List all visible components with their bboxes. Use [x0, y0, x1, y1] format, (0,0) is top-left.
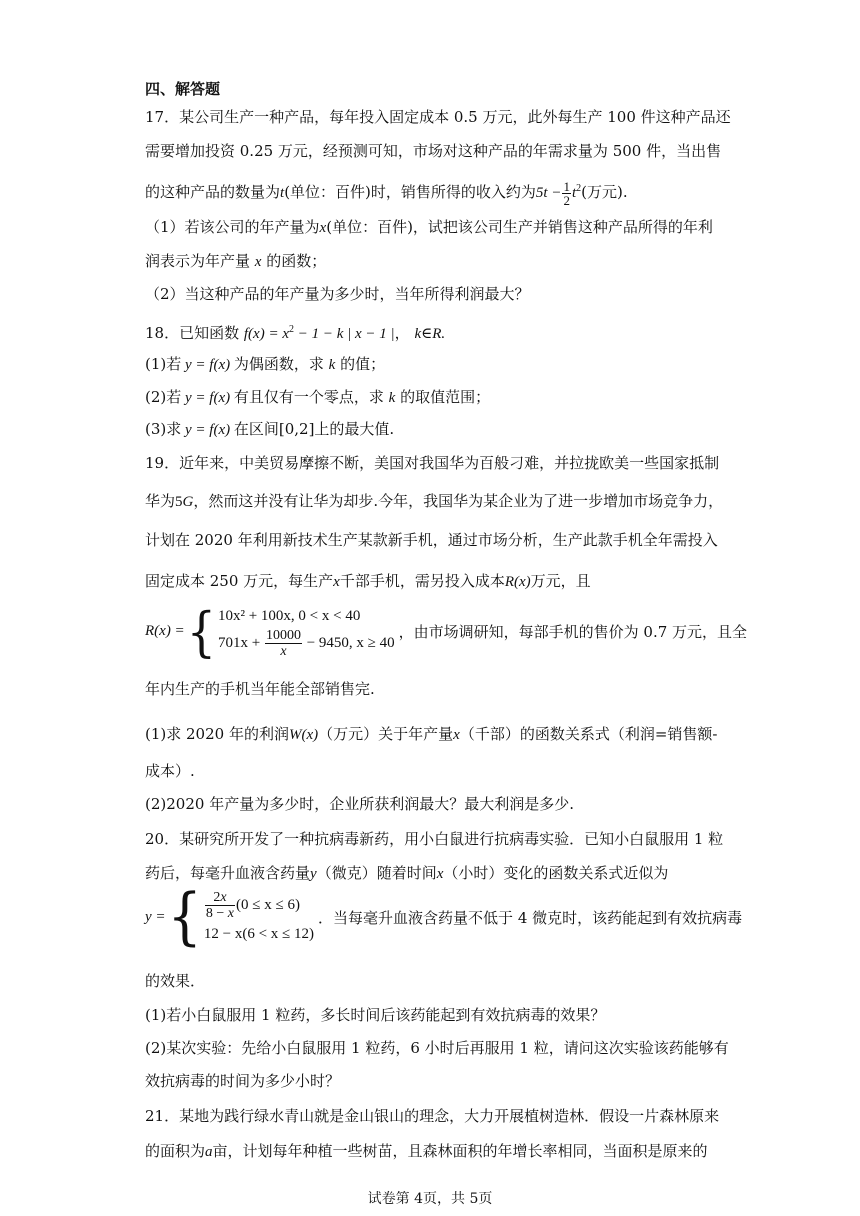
q19-part-1-cont: 成本）. [145, 762, 195, 780]
var-x: x [436, 866, 444, 882]
var-t: t [280, 185, 285, 201]
y-eq-fx: y = f(x) [181, 357, 234, 373]
var-k: k [328, 357, 336, 373]
text: 701x + [217, 634, 261, 651]
var-k: k [388, 390, 396, 406]
section-title: 四、解答题 [145, 80, 221, 98]
text: (2)若 [145, 388, 182, 406]
q17-part-1-cont [145, 250, 326, 273]
text: (单位：百件)时，销售所得的收入约为 [284, 183, 536, 201]
cases [204, 888, 314, 946]
text: (1)若 [145, 355, 182, 373]
text: (1)求 2020 年的利润 [145, 725, 289, 743]
cases [218, 604, 395, 659]
text: （1）若该公司的年产量为 [145, 218, 320, 236]
text: 的这种产品的数量为 [145, 183, 281, 201]
q19-line-3: 计划在 2020 年利用新技术生产某款新手机，通过市场分析，生产此款手机全年需投入 [145, 531, 718, 549]
text: （微克）随着时间 [316, 864, 437, 882]
text: 为偶函数，求 [233, 355, 324, 373]
text: ，由市场调研知，每部手机的售价为 0.7 万元，且全 [398, 623, 748, 641]
case-1 [204, 888, 314, 922]
formula-revenue: 5t − $\frac{1}{2}$ $t^2$ [535, 179, 582, 209]
text: (3)求 [145, 420, 182, 438]
text: 的函数； [266, 252, 327, 270]
q21-line-1: 21．某地为践行绿水青山就是金山银山的理念，大力开展植树造林．假设一片森林原来 [145, 1107, 720, 1125]
q18-line-1 [145, 319, 445, 345]
q17-part-2: （2）当这种产品的年产量为多少时，当年所得利润最大？ [145, 285, 530, 303]
q21-line-2 [145, 1140, 708, 1163]
text: （万元）关于年产量 [318, 725, 454, 743]
case-2 [218, 628, 395, 659]
fraction-half: $\frac{1}{2}$ [563, 179, 570, 209]
var-a: a [205, 1144, 213, 1160]
var-x: x [453, 727, 460, 743]
text: 有且仅有一个零点，求 [233, 388, 384, 406]
q19-line-2 [145, 490, 723, 513]
text: 万元，且 [530, 572, 591, 590]
left-brace: { [186, 600, 216, 663]
var-x: x [333, 574, 340, 590]
text: 润表示为年产量 [145, 252, 251, 270]
q19-line-1: 19．近年来，中美贸易摩擦不断，美国对我国华为百般刁难，并拉拢欧美一些国家抵制 [145, 454, 720, 472]
text: 千部手机，需另投入成本 [339, 572, 505, 590]
text: ， [394, 324, 410, 342]
text: − 9450, x ≥ 40 [306, 634, 395, 651]
y-eq-fx: y = f(x) [181, 422, 234, 438]
q17-part-1 [145, 216, 713, 239]
var-x: x [254, 254, 262, 270]
q20-part-1: (1)若小白鼠服用 1 粒药，多长时间后该药能起到有效抗病毒的效果？ [145, 1006, 606, 1024]
q18-part-1 [145, 353, 385, 376]
text: 在区间[0,2]上的最大值. [233, 420, 395, 438]
text: 药后，每毫升血液含药量 [145, 864, 311, 882]
text: (0 ≤ x ≤ 6) [236, 897, 300, 913]
q17-line-3 [145, 178, 628, 207]
text: (单位：百件)，试把该公司生产并销售这种产品所得的年利 [326, 218, 713, 236]
q18-part-2 [145, 386, 490, 409]
func-r-label: R(x) = [145, 623, 185, 639]
q20-line-4: 的效果． [145, 972, 206, 990]
text: ，然而这并没有让华为却步.今年，我国华为某企业为了进一步增加市场竞争力， [193, 492, 724, 510]
text: 18．已知函数 [145, 324, 240, 342]
var-y: y [310, 866, 317, 882]
text: （千部）的函数关系式（利润=销售额- [459, 725, 718, 743]
q20-line-1: 20．某研究所开发了一种抗病毒新药，用小白鼠进行抗病毒实验．已知小白鼠服用 1 粒 [145, 830, 724, 848]
q19-piecewise [145, 600, 748, 663]
formula-f: $f(x) = x^2 - 1 - k$ | x − 1 | [243, 324, 395, 342]
q20-part-2: (2)某次实验：先给小白鼠服用 1 粒药，6 小时后再服用 1 粒，请问这次实验该药能够有 [145, 1039, 729, 1057]
text: 固定成本 250 万元，每生产 [145, 572, 334, 590]
q18-part-3 [145, 418, 394, 441]
y-eq-fx: y = f(x) [181, 390, 234, 406]
text: 的取值范围； [400, 388, 491, 406]
text: 亩，计划每年种植一些树苗，且森林面积的年增长率相同，当面积是原来的 [212, 1142, 708, 1160]
text: (万元). [581, 183, 628, 201]
5g-label: 5G [175, 494, 194, 510]
text: 华为 [145, 492, 176, 510]
fraction-2x-8-x: $\frac{2x}{8 - x}$ [205, 890, 235, 922]
text: （小时）变化的函数关系式近似为 [443, 864, 669, 882]
func-w: W(x) [288, 727, 319, 743]
q20-line-2 [145, 862, 668, 885]
case-2: 12 − x(6 < x ≤ 12) [203, 926, 315, 942]
q19-line-6: 年内生产的手机当年能全部销售完. [145, 680, 375, 698]
q19-line-4 [145, 570, 591, 593]
q19-part-2: (2)2020 年产量为多少时，企业所获利润最大？最大利润是多少. [145, 795, 574, 813]
q17-line-1: 17．某公司生产一种产品，每年投入固定成本 0.5 万元，此外每生产 100 件这种产品还 [145, 108, 731, 126]
q20-piecewise [145, 880, 743, 953]
fraction-10000-x: $\frac{10000}{x}$ [265, 628, 301, 659]
y-label: y = [145, 908, 166, 925]
func-r: R(x) [504, 574, 531, 590]
page-footer: 试卷第 4页，共 5页 [367, 1191, 493, 1207]
var-x: x [319, 220, 327, 236]
text: 的值； [340, 355, 386, 373]
text: ．当每毫升血液含药量不低于 4 微克时，该药能起到有效抗病毒 [318, 908, 743, 927]
q17-line-2: 需要增加投资 0.25 万元，经预测可知，市场对这种产品的年需求量为 500 件，当出售 [145, 142, 722, 160]
q19-part-1 [145, 723, 717, 746]
case-1: 10x² + 100x, 0 < x < 40 [217, 608, 361, 624]
left-brace: { [167, 880, 202, 953]
text: 的面积为 [145, 1142, 206, 1160]
q20-part-2-cont: 效抗病毒的时间为多少小时？ [145, 1072, 341, 1090]
k-domain: k∈R. [414, 326, 446, 342]
